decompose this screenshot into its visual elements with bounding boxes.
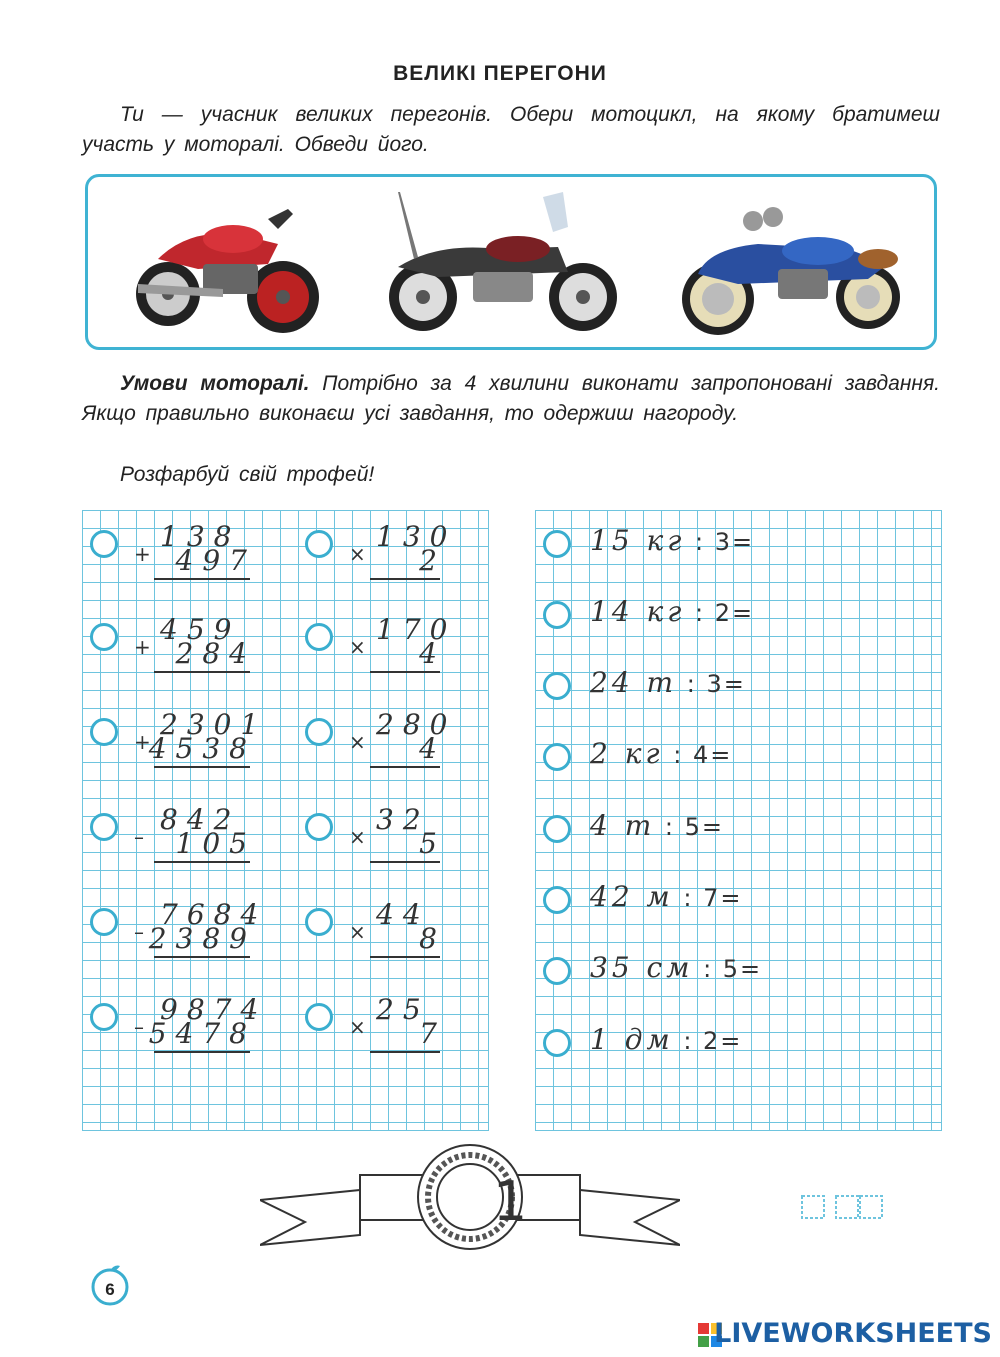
- top-number: 138: [160, 520, 241, 553]
- task-quantity: 24 т: [590, 666, 678, 699]
- answer-line: [370, 578, 440, 580]
- bottom-number: 105: [175, 827, 256, 860]
- answer-circle[interactable]: [305, 623, 333, 651]
- operator-sign: ×: [349, 730, 366, 754]
- bottom-number: 2389: [148, 922, 256, 955]
- top-number: 44: [376, 898, 430, 931]
- bottom-number: 4538: [148, 732, 256, 765]
- operator-sign: +: [134, 730, 151, 754]
- bottom-number: 7: [419, 1017, 446, 1050]
- intro-text: Ти — учасник великих перегонів. Обери мотоцикл, на якому братимеш участь у моторалі. Обведи його.: [82, 103, 940, 156]
- answer-circle[interactable]: [543, 957, 571, 985]
- division-task: [590, 524, 754, 557]
- task-quantity: 15 кг: [590, 524, 686, 557]
- top-number: 842: [160, 803, 241, 836]
- bottom-number: 284: [175, 637, 256, 670]
- colour-prompt: Розфарбуй свій трофей!: [120, 463, 375, 486]
- top-number: 170: [376, 613, 457, 646]
- answer-circle[interactable]: [305, 718, 333, 746]
- bottom-number: 497: [175, 544, 256, 577]
- task-operation: : 5=: [693, 955, 763, 983]
- task-quantity: 14 кг: [590, 595, 686, 628]
- answer-circle[interactable]: [543, 530, 571, 558]
- operator-sign: ×: [349, 635, 366, 659]
- operator-sign: –: [134, 825, 144, 849]
- answer-line: [370, 671, 440, 673]
- answer-line: [154, 578, 250, 580]
- motorcycle-panel: [85, 174, 937, 350]
- conditions-text: [82, 369, 940, 429]
- answer-circle[interactable]: [305, 813, 333, 841]
- answer-line: [370, 861, 440, 863]
- bottom-number: 4: [419, 732, 446, 765]
- top-number: 280: [376, 708, 457, 741]
- answer-circle[interactable]: [90, 1003, 118, 1031]
- conditions-label: Умови моторалі.: [120, 372, 310, 395]
- task-operation: : 2=: [673, 1027, 743, 1055]
- top-number: 32: [376, 803, 430, 836]
- operator-sign: ×: [349, 542, 366, 566]
- division-task: [590, 1023, 742, 1056]
- task-operation: : 7=: [673, 884, 743, 912]
- division-task: [590, 880, 742, 913]
- division-task: [590, 951, 762, 984]
- answer-circle[interactable]: [90, 908, 118, 936]
- division-task: [590, 809, 724, 842]
- answer-circle[interactable]: [543, 886, 571, 914]
- brand-name: LIVEWORKSHEETS: [714, 1318, 992, 1349]
- answer-line: [370, 956, 440, 958]
- answer-circle[interactable]: [543, 601, 571, 629]
- black-cruiser-motorcycle[interactable]: [378, 187, 628, 337]
- task-operation: : 5=: [655, 813, 724, 841]
- bottom-number: 5: [419, 827, 446, 860]
- operator-sign: ×: [349, 1015, 366, 1039]
- red-motorcycle[interactable]: [128, 189, 328, 339]
- answer-line: [154, 1051, 250, 1053]
- score-boxes[interactable]: [800, 1192, 890, 1222]
- operator-sign: –: [134, 1015, 144, 1039]
- division-task: [590, 737, 732, 770]
- answer-circle[interactable]: [305, 908, 333, 936]
- operator-sign: ×: [349, 825, 366, 849]
- top-number: 130: [376, 520, 457, 553]
- task-operation: : 4=: [663, 741, 733, 769]
- operator-sign: –: [134, 920, 144, 944]
- answer-circle[interactable]: [543, 672, 571, 700]
- operator-sign: ×: [349, 920, 366, 944]
- answer-circle[interactable]: [543, 815, 571, 843]
- top-number: 2301: [160, 708, 268, 741]
- top-number: 9874: [160, 993, 268, 1026]
- task-quantity: 4 т: [590, 809, 656, 842]
- answer-circle[interactable]: [90, 718, 118, 746]
- top-number: 7684: [160, 898, 268, 931]
- operator-sign: +: [134, 542, 151, 566]
- top-number: 25: [376, 993, 430, 1026]
- top-number: 459: [160, 613, 241, 646]
- task-operation: : 2=: [685, 599, 755, 627]
- answer-line: [154, 766, 250, 768]
- answer-circle[interactable]: [90, 530, 118, 558]
- task-quantity: 35 см: [590, 951, 694, 984]
- task-operation: : 3=: [677, 670, 746, 698]
- operator-sign: +: [134, 635, 151, 659]
- answer-line: [370, 766, 440, 768]
- answer-circle[interactable]: [305, 530, 333, 558]
- division-task: [590, 666, 746, 699]
- medal-number: 1: [492, 1170, 528, 1233]
- blue-motorcycle[interactable]: [678, 189, 908, 339]
- answer-line: [370, 1051, 440, 1053]
- answer-circle[interactable]: [90, 813, 118, 841]
- answer-circle[interactable]: [90, 623, 118, 651]
- answer-circle[interactable]: [543, 743, 571, 771]
- task-operation: : 3=: [685, 528, 755, 556]
- page-number: 6: [105, 1280, 115, 1299]
- bottom-number: 2: [419, 544, 446, 577]
- task-quantity: 2 кг: [590, 737, 664, 770]
- division-task: [590, 595, 754, 628]
- answer-line: [154, 861, 250, 863]
- page-title: ВЕЛИКІ ПЕРЕГОНИ: [393, 62, 607, 85]
- task-quantity: 1 дм: [590, 1023, 674, 1056]
- answer-circle[interactable]: [543, 1029, 571, 1057]
- answer-circle[interactable]: [305, 1003, 333, 1031]
- answer-line: [154, 956, 250, 958]
- bottom-number: 8: [419, 922, 446, 955]
- task-quantity: 42 м: [590, 880, 674, 913]
- conditions-body: Потрібно за 4 хвилини виконати запропоновані завдання. Якщо правильно виконаєш усі завдання, то одержиш нагороду.: [82, 372, 940, 425]
- bottom-number: 5478: [148, 1017, 256, 1050]
- bottom-number: 4: [419, 637, 446, 670]
- answer-line: [154, 671, 250, 673]
